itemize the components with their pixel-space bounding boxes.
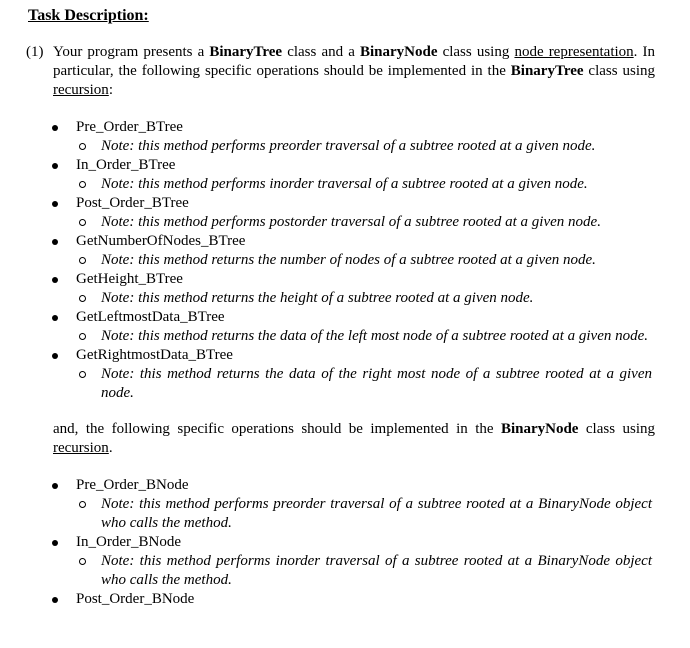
operation-name: In_Order_BTree — [76, 157, 176, 173]
bullet-icon — [52, 597, 58, 603]
hollow-bullet-icon — [79, 371, 86, 378]
bullet-icon — [52, 125, 58, 131]
operation-note: Note: this method performs inorder traversal of a subtree rooted at a BinaryNode object who calls the method. — [0, 552, 690, 590]
operation-note: Note: this method performs preorder traversal of a subtree rooted at a BinaryNode object who calls the method. — [0, 495, 690, 533]
list-item — [0, 118, 690, 137]
binarytree-term: BinaryTree — [209, 44, 283, 60]
operation-note: Note: this method performs inorder traversal of a subtree rooted at a given node. — [0, 175, 690, 194]
bullet-icon — [52, 239, 58, 245]
hollow-bullet-icon — [79, 257, 86, 264]
hollow-bullet-icon — [79, 501, 86, 508]
intro-text-4: . In particular, the following specific operations should be implemented in the — [53, 44, 655, 79]
node-representation-term: node representation — [514, 44, 634, 60]
intro-text-6: : — [108, 82, 113, 98]
hollow-bullet-icon — [79, 558, 86, 565]
list-item — [0, 590, 690, 609]
recursion-term: recursion — [53, 82, 109, 98]
intro-text-3: class using — [437, 44, 515, 60]
operation-name: Pre_Order_BNode — [76, 477, 189, 493]
binarynode-term-2: BinaryNode — [500, 421, 579, 437]
bullet-icon — [52, 277, 58, 283]
list-item — [0, 270, 690, 289]
binarynode-term: BinaryNode — [359, 44, 438, 60]
list-item — [0, 308, 690, 327]
operation-name: GetLeftmostData_BTree — [76, 309, 225, 325]
bullet-icon — [52, 483, 58, 489]
binarytree-term-2: BinaryTree — [510, 63, 584, 79]
list-item — [0, 533, 690, 552]
binarytree-operations-list — [0, 118, 690, 403]
operation-note: Note: this method returns the data of the right most node of a subtree rooted at a given node. — [0, 365, 690, 403]
operation-name: In_Order_BNode — [76, 534, 181, 550]
operation-note: Note: this method returns the height of a subtree rooted at a given node. — [0, 289, 690, 308]
binarynode-operations-list — [0, 476, 690, 609]
operation-name: Pre_Order_BTree — [76, 119, 183, 135]
list-item — [0, 346, 690, 365]
operation-name: GetNumberOfNodes_BTree — [76, 233, 246, 249]
operation-note: Note: this method returns the number of nodes of a subtree rooted at a given node. — [0, 251, 690, 270]
operation-note: Note: this method performs postorder traversal of a subtree rooted at a given node. — [0, 213, 690, 232]
list-item — [0, 194, 690, 213]
binarynode-paragraph — [53, 420, 655, 458]
bullet-icon — [52, 315, 58, 321]
hollow-bullet-icon — [79, 219, 86, 226]
middle-text-1: and, the following specific operations should be implemented in the — [53, 421, 501, 437]
hollow-bullet-icon — [79, 333, 86, 340]
recursion-term-2: recursion — [53, 440, 109, 456]
hollow-bullet-icon — [79, 143, 86, 150]
bullet-icon — [52, 540, 58, 546]
intro-text-2: class and a — [282, 44, 360, 60]
bullet-icon — [52, 201, 58, 207]
intro-text-5: class using — [583, 63, 655, 79]
list-item — [0, 232, 690, 251]
operation-name: GetHeight_BTree — [76, 271, 183, 287]
list-item — [0, 156, 690, 175]
item-number: (1) — [26, 44, 44, 60]
bullet-icon — [52, 353, 58, 359]
task-heading: Task Description: — [28, 7, 149, 24]
hollow-bullet-icon — [79, 181, 86, 188]
operation-name: Post_Order_BTree — [76, 195, 189, 211]
operation-note: Note: this method returns the data of the left most node of a subtree rooted at a given node. — [0, 327, 690, 346]
intro-text-1: Your program presents a — [53, 44, 210, 60]
middle-text-3: . — [108, 440, 113, 456]
hollow-bullet-icon — [79, 295, 86, 302]
middle-text-2: class using — [578, 421, 655, 437]
list-item — [0, 476, 690, 495]
intro-paragraph — [26, 43, 655, 100]
bullet-icon — [52, 163, 58, 169]
operation-name: Post_Order_BNode — [76, 591, 195, 607]
operation-name: GetRightmostData_BTree — [76, 347, 233, 363]
operation-note: Note: this method performs preorder traversal of a subtree rooted at a given node. — [0, 137, 690, 156]
